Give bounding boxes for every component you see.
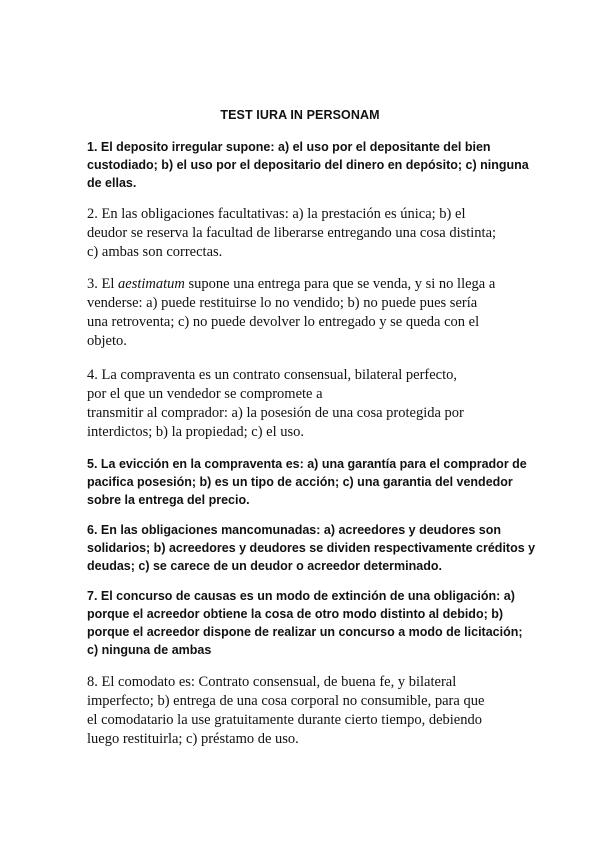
question-6 — [87, 521, 536, 575]
question-3-rest: supone una entrega para que se venda, y si no llega a — [184, 276, 496, 292]
question-2-line: deudor se reserva la facultad de liberarse entregando una cosa distinta; — [87, 225, 497, 241]
question-3-line: venderse: a) puede restituirse lo no vendido; b) no puede pues sería — [87, 295, 478, 311]
question-8 — [87, 673, 527, 749]
question-4-line: por el que un vendedor se compromete a — [87, 386, 323, 402]
question-3 — [87, 275, 527, 351]
question-7 — [87, 587, 527, 659]
question-2 — [87, 205, 527, 262]
question-8-line: luego restituirla; c) préstamo de uso. — [87, 731, 299, 747]
question-7-line: porque el acreedor dispone de realizar un concurso a modo de licitación; — [87, 625, 523, 639]
question-2-line: 2. En las obligaciones facultativas: a) la prestación es única; b) el — [87, 206, 466, 222]
question-3-line — [87, 275, 527, 294]
question-5-line: pacifica posesión; b) es un tipo de acción; c) una garantia del vendedor — [87, 475, 513, 489]
question-4-line: transmitir al comprador: a) la posesión de una cosa protegida por — [87, 405, 464, 421]
question-5-line: sobre la entrega del precio. — [87, 493, 250, 507]
question-2-line: c) ambas son correctas. — [87, 244, 223, 260]
question-3-term: aestimatum — [118, 276, 185, 292]
question-5-line: 5. La evicción en la compraventa es: a) una garantía para el comprador de — [87, 457, 527, 471]
question-1-line: 1. El deposito irregular supone: a) el uso por el depositante del bien — [87, 140, 491, 154]
question-3-line: objeto. — [87, 333, 127, 349]
question-1 — [87, 138, 527, 192]
question-4 — [87, 366, 527, 442]
question-7-line: 7. El concurso de causas es un modo de extinción de una obligación: a) — [87, 589, 515, 603]
question-1-line: custodiado; b) el uso por el depositario del dinero en depósito; c) ninguna — [87, 158, 529, 172]
document-title: TEST IURA IN PERSONAM — [220, 108, 380, 122]
question-8-line: 8. El comodato es: Contrato consensual, de buena fe, y bilateral — [87, 674, 457, 690]
question-4-line: interdictos; b) la propiedad; c) el uso. — [87, 424, 305, 440]
question-8-line: imperfecto; b) entrega de una cosa corporal no consumible, para que — [87, 693, 485, 709]
question-6-line: solidarios; b) acreedores y deudores se dividen respectivamente créditos y — [87, 541, 536, 555]
question-5 — [87, 455, 527, 509]
question-6-line: 6. En las obligaciones mancomunadas: a) acreedores y deudores son — [87, 523, 502, 537]
question-1-line: de ellas. — [87, 176, 137, 190]
question-7-line: porque el acreedor obtiene la cosa de otro modo distinto al debido; b) — [87, 607, 504, 621]
question-6-line: deudas; c) se carece de un deudor o acreedor determinado. — [87, 559, 442, 573]
question-3-prefix: 3. El — [87, 276, 119, 292]
question-4-line: 4. La compraventa es un contrato consensual, bilateral perfecto, — [87, 367, 457, 383]
question-7-line: c) ninguna de ambas — [87, 643, 212, 657]
question-3-line: una retroventa; c) no puede devolver lo entregado y se queda con el — [87, 314, 480, 330]
question-8-line: el comodatario la use gratuitamente durante cierto tiempo, debiendo — [87, 712, 482, 728]
